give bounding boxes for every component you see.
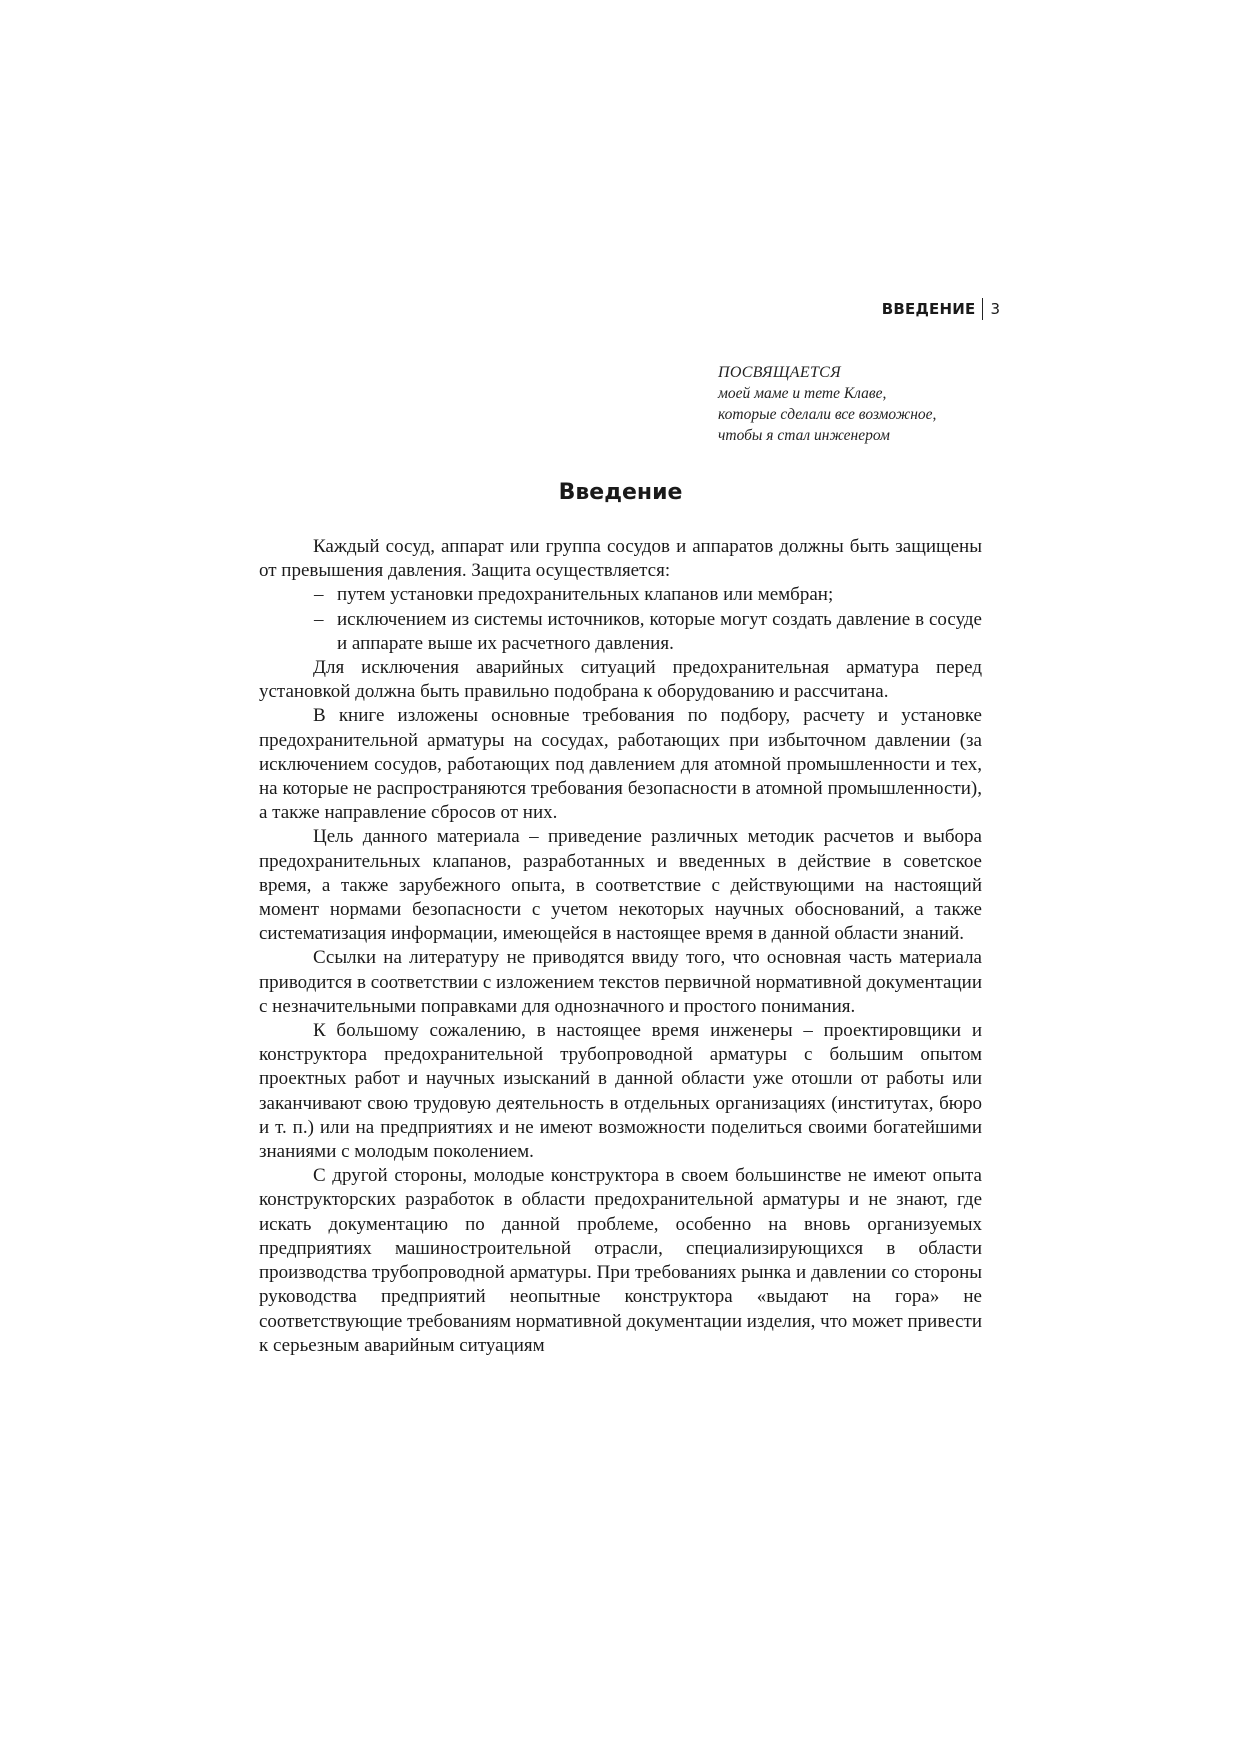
page-number: 3 (990, 300, 1000, 318)
paragraph: С другой стороны, молодые конструктора в своем большинстве не имеют опыта конструкторских разработок в области предохранительной арматуры и не знают, где искать документацию по данной проблеме, особенно на вновь организуемых предприятиях машиностроительной отрасли, специализирующихся в области производства трубопроводной арматуры. При требованиях рынка и давлении со стороны руководства предприятий неопытные конструктора «выдают на гора» не соответствующие требованиям нормативной документации изделия, что может привести к серьезным аварийным ситуациям (259, 1165, 982, 1356)
body-text (259, 535, 982, 1358)
dedication (718, 362, 1018, 446)
list-dash: – (314, 584, 324, 606)
dedication-line: которые сделали все возможное, (718, 406, 937, 423)
dedication-line: моей маме и тете Клаве, (718, 385, 887, 402)
paragraph: Ссылки на литературу не приводятся ввиду того, что основная часть материала приводится в соответствии с изложением текстов первичной нормативной документации с незначительными поправками для однозначного и простого понимания. (259, 947, 982, 1017)
header-divider (982, 298, 983, 320)
paragraph: Цель данного материала – приведение различных методик расчетов и выбора предохранительных клапанов, разработанных и введенных в действие в советское время, а также зарубежного опыта, в соответствие с действующими на настоящий момент нормами безопасности с учетом некоторых научных обоснований, а также систематизация информации, имеющейся в настоящее время в данной области знаний. (259, 826, 982, 945)
paragraph: В книге изложены основные требования по подбору, расчету и установке предохранительной арматуры на сосудах, работающих при избыточном давлении (за исключением сосудов, работающих под давлением для атомной промышленности и тех, на которые не распространяются требования безопасности в атомной промышленности), а также направление сбросов от них. (259, 705, 982, 824)
list-item (259, 583, 982, 607)
list-dash: – (314, 608, 324, 630)
chapter-title: Введение (558, 480, 683, 505)
header-section-title: ВВЕДЕНИЕ (881, 300, 976, 318)
paragraph: К большому сожалению, в настоящее время инженеры – проектировщики и конструктора предохранительной трубопроводной арматуры с большим опытом проектных работ и научных изысканий в данной области уже отошли от работы или заканчивают свою трудовую деятельность в отдельных организациях (институтах, бюро и т. п.) или на предприятиях и не имеют возможности поделиться своими богатейшими знаниями с молодым поколением. (259, 1020, 982, 1163)
list-item-text: исключением из системы источников, которые могут создать давление в сосуде и аппарате выше их расчетного давления. (337, 608, 982, 654)
dedication-title: ПОСВЯЩАЕТСЯ (718, 364, 841, 381)
bullet-list (259, 583, 982, 656)
running-header (882, 298, 1000, 320)
list-item-text: путем установки предохранительных клапанов или мембран; (337, 584, 834, 606)
list-item (259, 608, 982, 656)
dedication-line: чтобы я стал инженером (718, 427, 890, 444)
paragraph: Каждый сосуд, аппарат или группа сосудов и аппаратов должны быть защищены от превышения давления. Защита осуществляется: (259, 536, 982, 582)
paragraph: Для исключения аварийных ситуаций предохранительная арматура перед установкой должна быть правильно подобрана к оборудованию и рассчитана. (259, 657, 982, 703)
